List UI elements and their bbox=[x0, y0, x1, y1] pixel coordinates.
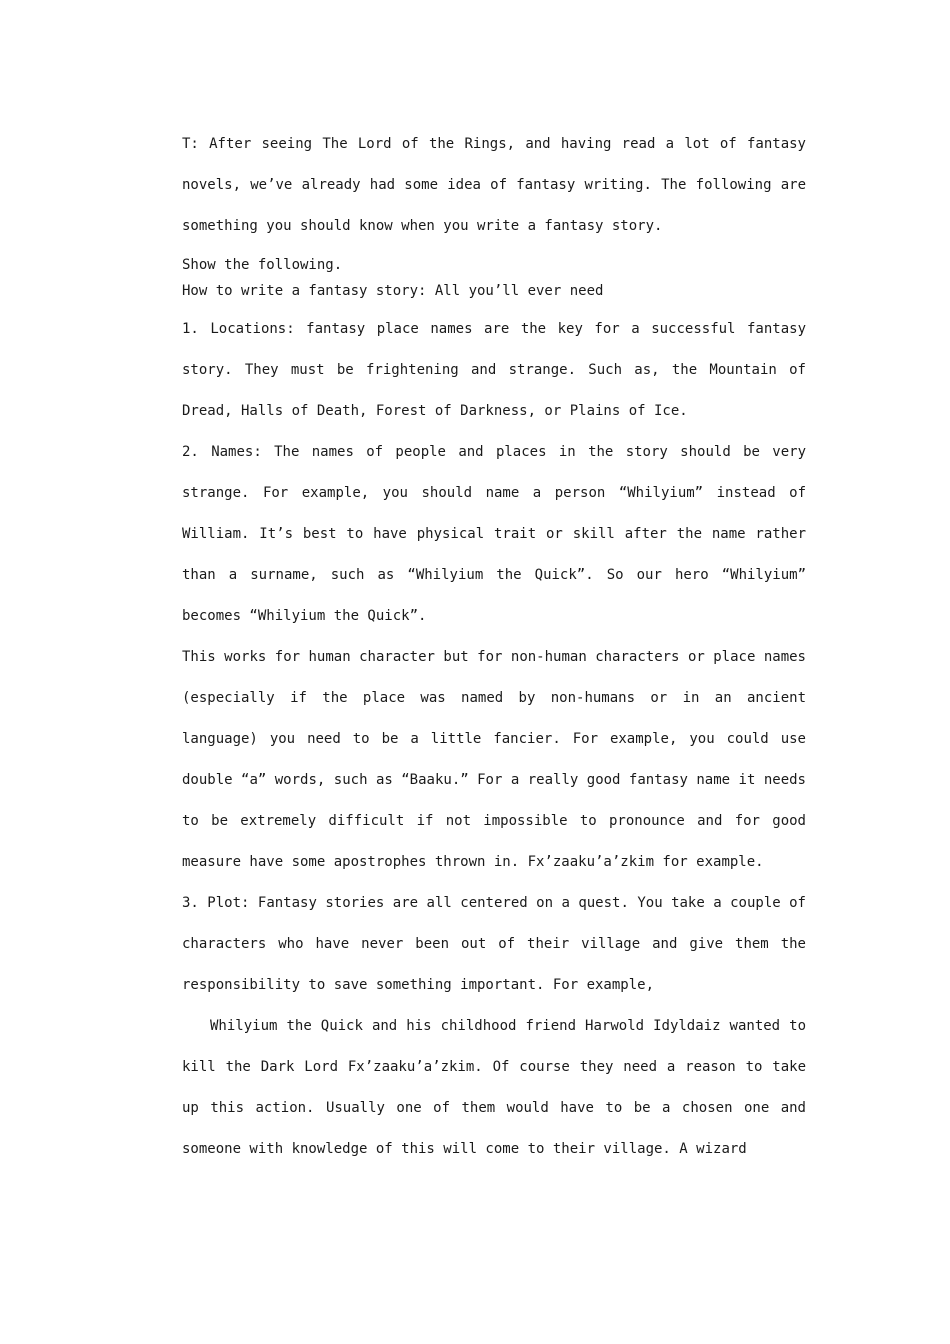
document-page bbox=[182, 124, 806, 1170]
plot-paragraph: 3. Plot: Fantasy stories are all centered on a quest. You take a couple of characters who have never been out of their village and give them the responsibility to save something important. For example, bbox=[182, 895, 806, 993]
intro-paragraph: T: After seeing The Lord of the Rings, and having read a lot of fantasy novels, we’ve already had some idea of fantasy writing. The following are something you should know when you write a fantasy story. bbox=[182, 136, 806, 234]
names-paragraph: 2. Names: The names of people and places in the story should be very strange. For example, you should name a person “Whilyium” instead of William. It’s best to have physical trait or skill after the name rather than a surname, such as “Whilyium the Quick”. So our hero “Whilyium” becomes “Whilyium the Quick”. bbox=[182, 444, 806, 624]
non-human-names-paragraph: This works for human character but for non-human characters or place names (especially if the place was named by non-humans or in an ancient language) you need to be a little fancier. For example, you could use double “a” words, such as “Baaku.” For a really good fantasy name it needs to be extremely difficult if not impossible to pronounce and for good measure have some apostrophes thrown in. Fx’zaaku’a’zkim for example. bbox=[182, 649, 806, 870]
example-paragraph: Whilyium the Quick and his childhood friend Harwold Idyldaiz wanted to kill the Dark Lord Fx’zaaku’a’zkim. Of course they need a reason to take up this action. Usually one of them would have to be a chosen one and someone with knowledge of this will come to their village. A wizard bbox=[182, 1018, 806, 1157]
instruction-line: Show the following. bbox=[182, 257, 343, 273]
section-heading: How to write a fantasy story: All you’ll ever need bbox=[182, 283, 604, 299]
locations-paragraph: 1. Locations: fantasy place names are the key for a successful fantasy story. They must be frightening and strange. Such as, the Mountain of Dread, Halls of Death, Forest of Darkness, or Plains of Ice. bbox=[182, 321, 806, 419]
